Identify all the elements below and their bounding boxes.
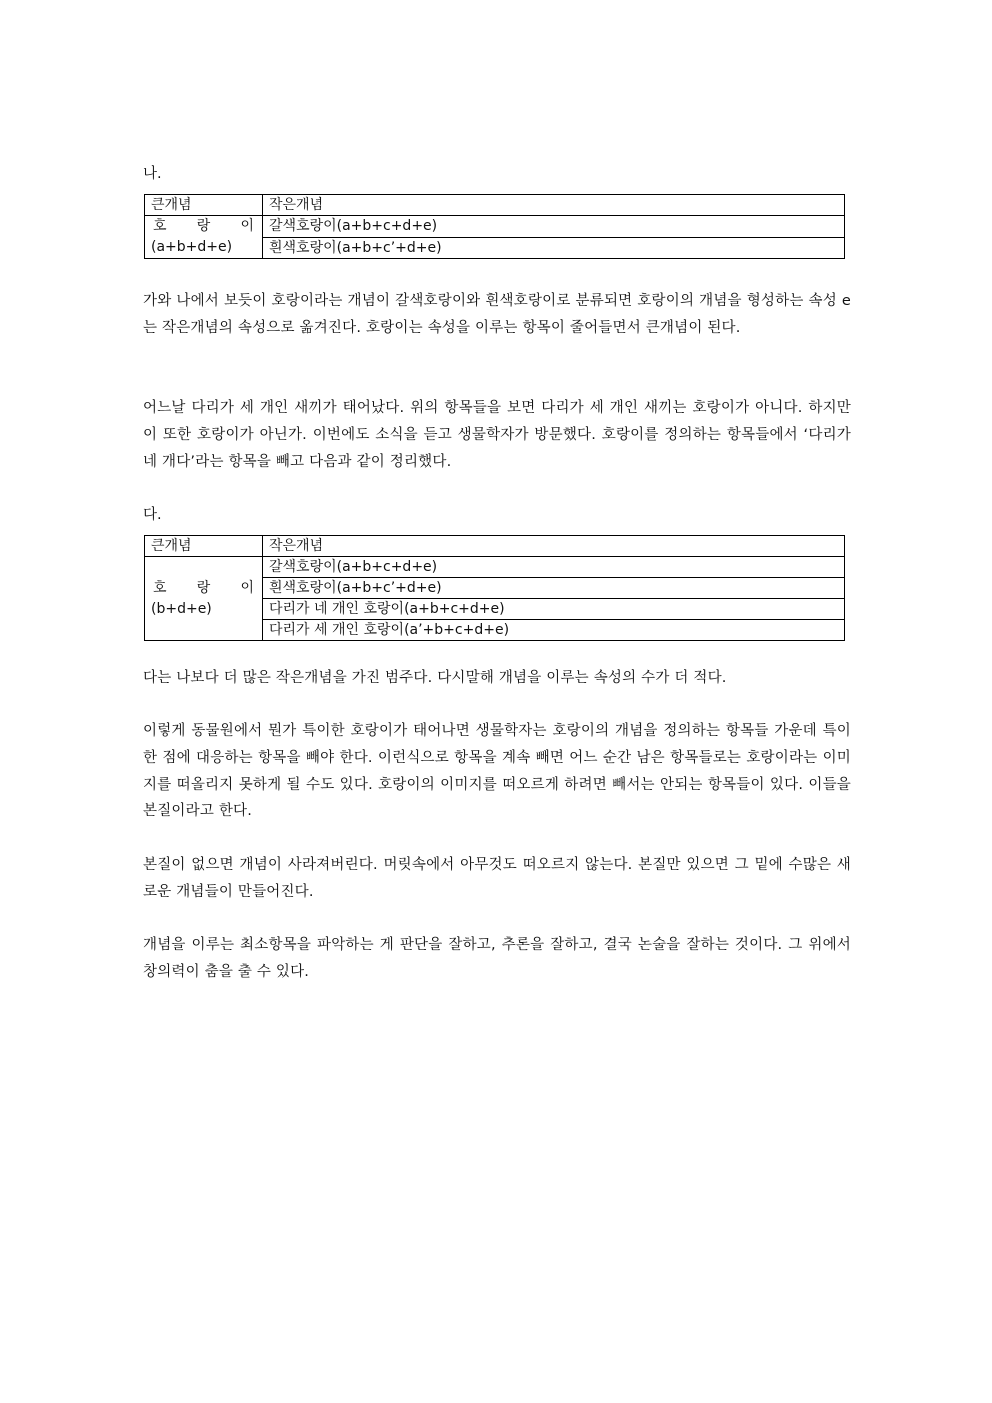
big-concept-cell: [145, 216, 263, 259]
small-concept-cell: 다리가 세 개인 호랑이(a’+b+c+d+e): [263, 620, 845, 641]
big-concept-name: 호 랑 이: [153, 579, 254, 596]
paragraph: 이렇게 동물원에서 뭔가 특이한 호랑이가 태어나면 생물학자는 호랑이의 개념을 정의하는 항목들 가운데 특이한 점에 대응하는 항목을 빼야 한다. 이런식으로 항목을 계속 빼면 어느 순간 남은 항목들로는 호랑이라는 이미지를 떠올리지 못하게 될 수도 있다. 호랑이의 이미지를 떠오르게 하려면 빼서는 안되는 항목들이 있다. 이들을 본질이라고 한다.: [143, 723, 851, 820]
small-concept-cell: 갈색호랑이(a+b+c+d+e): [263, 216, 845, 238]
header-big-concept: 큰개념: [145, 536, 263, 557]
table-header-row: [145, 536, 845, 557]
paragraph: 개념을 이루는 최소항목을 파악하는 게 판단을 잘하고, 추론을 잘하고, 결국 논술을 잘하는 것이다. 그 위에서 창의력이 춤을 출 수 있다.: [143, 937, 851, 980]
paragraph: 가와 나에서 보듯이 호랑이라는 개념이 갈색호랑이와 흰색호랑이로 분류되면 호랑이의 개념을 형성하는 속성 e는 작은개념의 속성으로 옮겨진다. 호랑이는 속성을 이루는 항목이 줄어들면서 큰개념이 된다.: [143, 293, 851, 336]
paragraph: 어느날 다리가 세 개인 새끼가 태어났다. 위의 항목들을 보면 다리가 세 개인 새끼는 호랑이가 아니다. 하지만 이 또한 호랑이가 아닌가. 이번에도 소식을 듣고 생물학자가 방문했다. 호랑이를 정의하는 항목들에서 ‘다리가 네 개다’라는 항목을 빼고 다음과 같이 정리했다.: [143, 400, 851, 470]
big-concept-formula: (b+d+e): [151, 600, 212, 617]
table-header-row: [145, 195, 845, 216]
paragraph: 본질이 없으면 개념이 사라져버린다. 머릿속에서 아무것도 떠오르지 않는다. 본질만 있으면 그 밑에 수많은 새로운 개념들이 만들어진다.: [143, 857, 851, 900]
concept-table-c: [144, 535, 845, 641]
paragraph: 다는 나보다 더 많은 작은개념을 가진 범주다. 다시말해 개념을 이루는 속성의 수가 더 적다.: [143, 670, 727, 686]
big-concept-name: 호 랑 이: [153, 218, 254, 234]
table-row: [145, 557, 845, 578]
table-row: [145, 216, 845, 238]
big-concept-cell: [145, 557, 263, 641]
small-concept-cell: 다리가 네 개인 호랑이(a+b+c+d+e): [263, 599, 845, 620]
big-concept-formula: (a+b+d+e): [151, 239, 233, 255]
header-big-concept: 큰개념: [145, 195, 263, 216]
small-concept-cell: 흰색호랑이(a+b+c’+d+e): [263, 578, 845, 599]
small-concept-cell: 흰색호랑이(a+b+c’+d+e): [263, 237, 845, 259]
concept-table-b: [144, 194, 845, 259]
section-label-b: 나.: [143, 166, 162, 182]
header-small-concept: 작은개념: [263, 195, 845, 216]
section-label-c: 다.: [143, 507, 162, 523]
small-concept-cell: 갈색호랑이(a+b+c+d+e): [263, 557, 845, 578]
header-small-concept: 작은개념: [263, 536, 845, 557]
